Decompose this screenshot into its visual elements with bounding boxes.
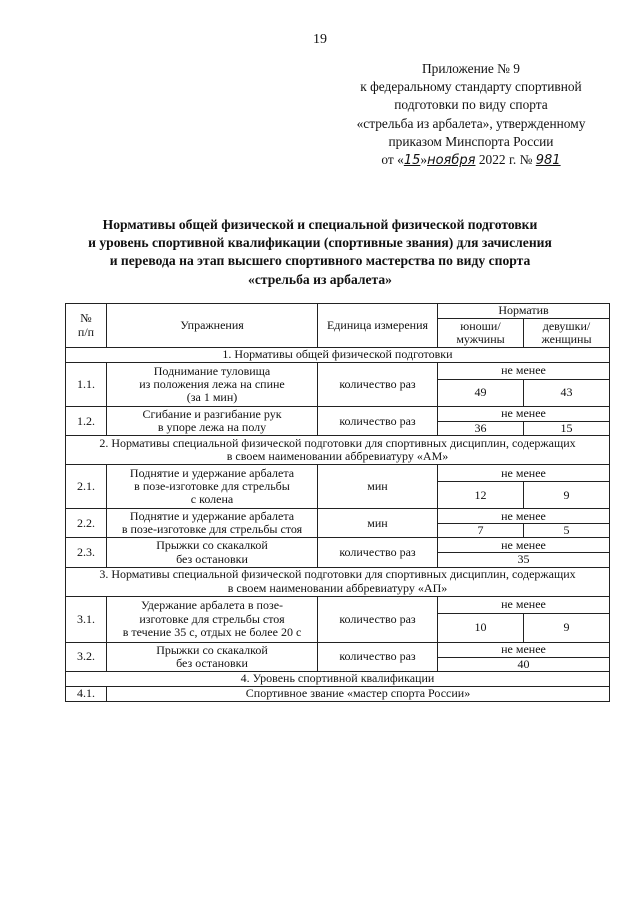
document-title — [40, 216, 600, 289]
appendix-line: Приложение № 9 — [421, 61, 521, 76]
table-row — [66, 509, 610, 524]
row-unit: количество раз — [318, 407, 438, 436]
table-row — [66, 538, 610, 553]
title-line: Нормативы общей физической и специальной физической подготовки — [102, 217, 538, 232]
handwritten-month: ноября — [427, 153, 476, 169]
not-less-label: не менее — [438, 509, 610, 524]
handwritten-number: 981 — [535, 153, 561, 169]
row-exercise: Прыжки со скакалкой без остановки — [107, 538, 318, 567]
not-less-label: не менее — [438, 363, 610, 380]
not-less-label: не менее — [438, 642, 610, 657]
header-number: № п/п — [66, 304, 107, 348]
row-number: 2.3. — [66, 538, 107, 567]
header-norm: Норматив — [438, 304, 610, 319]
row-exercise: Сгибание и разгибание рук в упоре лежа на полу — [107, 407, 318, 436]
section-row — [66, 567, 610, 596]
value-boys: 10 — [438, 613, 524, 642]
value-boys: 12 — [438, 482, 524, 509]
section-title: 1. Нормативы общей физической подготовки — [66, 348, 610, 363]
not-less-label: не менее — [438, 465, 610, 482]
table-row — [66, 363, 610, 380]
title-line: и уровень спортивной квалификации (спортивные звания) для зачисления — [88, 235, 552, 251]
row-unit: мин — [318, 465, 438, 509]
handwritten-day: 15 — [403, 153, 421, 169]
appendix-header — [330, 60, 612, 170]
not-less-label: не менее — [438, 538, 610, 553]
table-row — [66, 465, 610, 482]
value-boys: 49 — [438, 380, 524, 407]
value-girls: 5 — [524, 524, 610, 538]
appendix-line: «стрельба из арбалета», утвержденному — [356, 115, 586, 131]
appendix-line: подготовки по виду спорта — [394, 97, 548, 113]
header-exercise: Упражнения — [107, 304, 318, 348]
header-unit: Единица измерения — [318, 304, 438, 348]
title-line: «стрельба из арбалета» — [248, 271, 392, 287]
row-exercise: Поднятие и удержание арбалета в позе-изготовке для стрельбы стоя — [107, 509, 318, 538]
row-exercise: Поднимание туловища из положения лежа на спине (за 1 мин) — [107, 363, 318, 407]
row-exercise: Поднятие и удержание арбалета в позе-изготовке для стрельбы с колена — [107, 465, 318, 509]
row-unit: мин — [318, 509, 438, 538]
date-mid: » — [420, 152, 428, 168]
value-common: 35 — [438, 553, 610, 567]
appendix-line: приказом Минспорта России — [388, 133, 554, 149]
row-exercise: Прыжки со скакалкой без остановки — [107, 642, 318, 671]
date-prefix: от « — [381, 152, 404, 168]
page-number: 19 — [313, 32, 327, 47]
section-row — [66, 348, 610, 363]
row-unit: количество раз — [318, 596, 438, 642]
norms-table — [65, 303, 610, 702]
value-girls: 9 — [524, 482, 610, 509]
row-unit: количество раз — [318, 538, 438, 567]
date-year: 2022 г. № — [478, 152, 533, 168]
row-unit: количество раз — [318, 363, 438, 407]
not-less-label: не менее — [438, 407, 610, 422]
row-number: 3.1. — [66, 596, 107, 642]
section-title: 4. Уровень спортивной квалификации — [66, 671, 610, 686]
appendix-date-line — [330, 151, 612, 170]
row-number: 1.1. — [66, 363, 107, 407]
value-boys: 36 — [438, 422, 524, 436]
section-title: 2. Нормативы специальной физической подготовки для спортивных дисциплин, содержащих в своем наименовании аббревиатуру «АМ» — [66, 436, 610, 465]
row-number: 3.2. — [66, 642, 107, 671]
table-row — [66, 407, 610, 422]
section-row — [66, 671, 610, 686]
appendix-line: к федеральному стандарту спортивной — [360, 79, 582, 95]
value-boys: 7 — [438, 524, 524, 538]
not-less-label: не менее — [438, 596, 610, 613]
row-qualification: Спортивное звание «мастер спорта России» — [107, 686, 610, 701]
section-title: 3. Нормативы специальной физической подготовки для спортивных дисциплин, содержащих в своем наименовании аббревиатуру «АП» — [66, 567, 610, 596]
table-row — [66, 686, 610, 701]
row-number: 2.2. — [66, 509, 107, 538]
table-row — [66, 642, 610, 657]
table-header-row — [66, 304, 610, 319]
section-row — [66, 436, 610, 465]
row-unit: количество раз — [318, 642, 438, 671]
value-girls: 9 — [524, 613, 610, 642]
row-exercise: Удержание арбалета в позе- изготовке для стрельбы стоя в течение 35 с, отдых не более 20 с — [107, 596, 318, 642]
value-girls: 15 — [524, 422, 610, 436]
title-line: и перевода на этап высшего спортивного мастерства по виду спорта — [109, 253, 531, 269]
row-number: 2.1. — [66, 465, 107, 509]
header-boys: юноши/ мужчины — [438, 319, 524, 348]
value-girls: 43 — [524, 380, 610, 407]
row-number: 4.1. — [66, 686, 107, 701]
value-common: 40 — [438, 657, 610, 671]
header-girls: девушки/ женщины — [524, 319, 610, 348]
row-number: 1.2. — [66, 407, 107, 436]
table-row — [66, 596, 610, 613]
